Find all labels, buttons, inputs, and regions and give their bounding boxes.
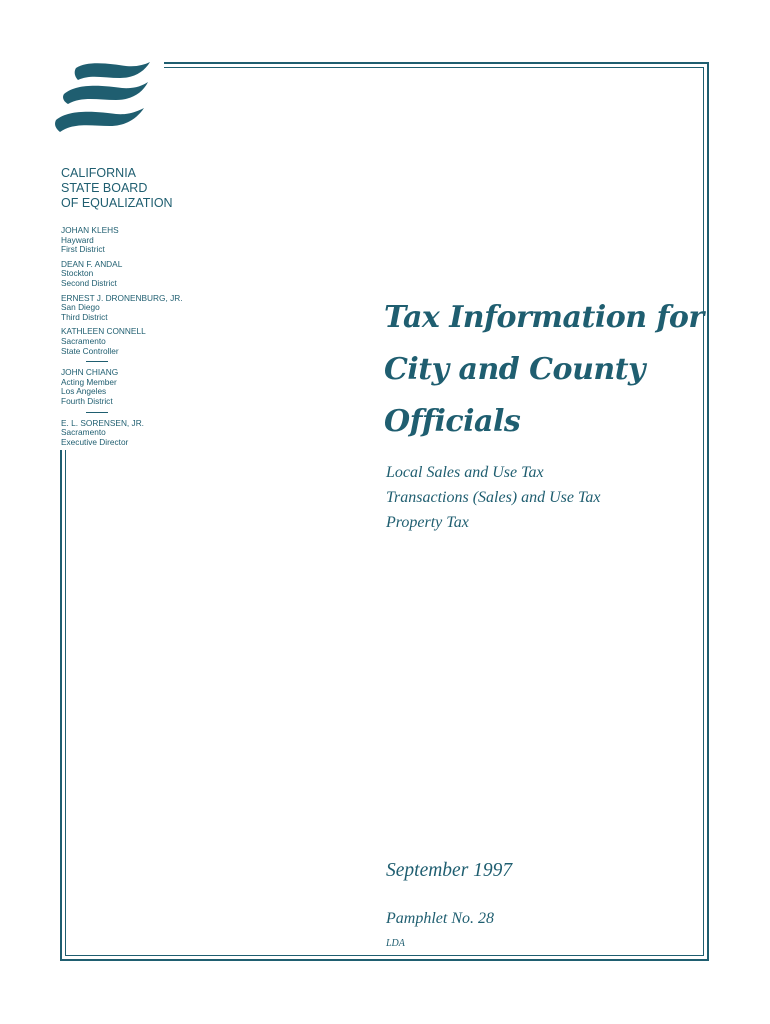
member-name: DEAN F. ANDAL [61, 258, 123, 269]
board-member [61, 419, 211, 448]
board-member [61, 327, 211, 356]
divider [86, 361, 108, 362]
member-city: Sacramento [61, 335, 106, 346]
title-line: Officials [384, 404, 521, 439]
pamphlet-number: Pamphlet No. 28 [386, 910, 494, 927]
board-member [61, 226, 211, 255]
title-line: City and County [384, 352, 645, 387]
department-code: LDA [386, 938, 405, 949]
topic-item: Property Tax [386, 514, 469, 531]
divider [86, 412, 108, 413]
member-role: Second District [61, 277, 117, 288]
agency-line: CALIFORNIA [61, 166, 137, 180]
member-city: Stockton [61, 268, 94, 279]
member-name: ERNEST J. DRONENBURG, JR. [61, 292, 183, 303]
member-role: Acting Member [61, 376, 117, 387]
member-name: E. L. SORENSEN, JR. [61, 417, 144, 428]
board-member [61, 368, 211, 406]
member-role: State Controller [61, 345, 119, 356]
member-name: JOHAN KLEHS [61, 225, 119, 235]
member-city: San Diego [61, 302, 100, 313]
title-line: Tax Information for [384, 300, 704, 335]
member-city: Hayward [61, 234, 94, 245]
member-city: Sacramento [61, 427, 106, 438]
topic-item: Local Sales and Use Tax [386, 464, 544, 481]
board-member [61, 294, 211, 323]
document-title [384, 292, 704, 448]
agency-name [61, 166, 173, 211]
member-role: First District [61, 244, 105, 255]
member-role: Third District [61, 311, 108, 322]
member-district: Fourth District [61, 395, 113, 406]
board-members-list [61, 226, 211, 452]
member-name: KATHLEEN CONNELL [61, 326, 146, 337]
topics-list [386, 460, 601, 535]
agency-line: OF EQUALIZATION [61, 196, 173, 210]
board-member [61, 260, 211, 289]
member-role: Executive Director [61, 436, 129, 447]
waves-logo-icon [54, 60, 150, 144]
publication-date: September 1997 [386, 860, 513, 881]
topic-item: Transactions (Sales) and Use Tax [386, 489, 601, 506]
member-city: Los Angeles [61, 386, 107, 397]
member-name: JOHN CHIANG [61, 367, 119, 378]
agency-line: STATE BOARD [61, 181, 148, 195]
